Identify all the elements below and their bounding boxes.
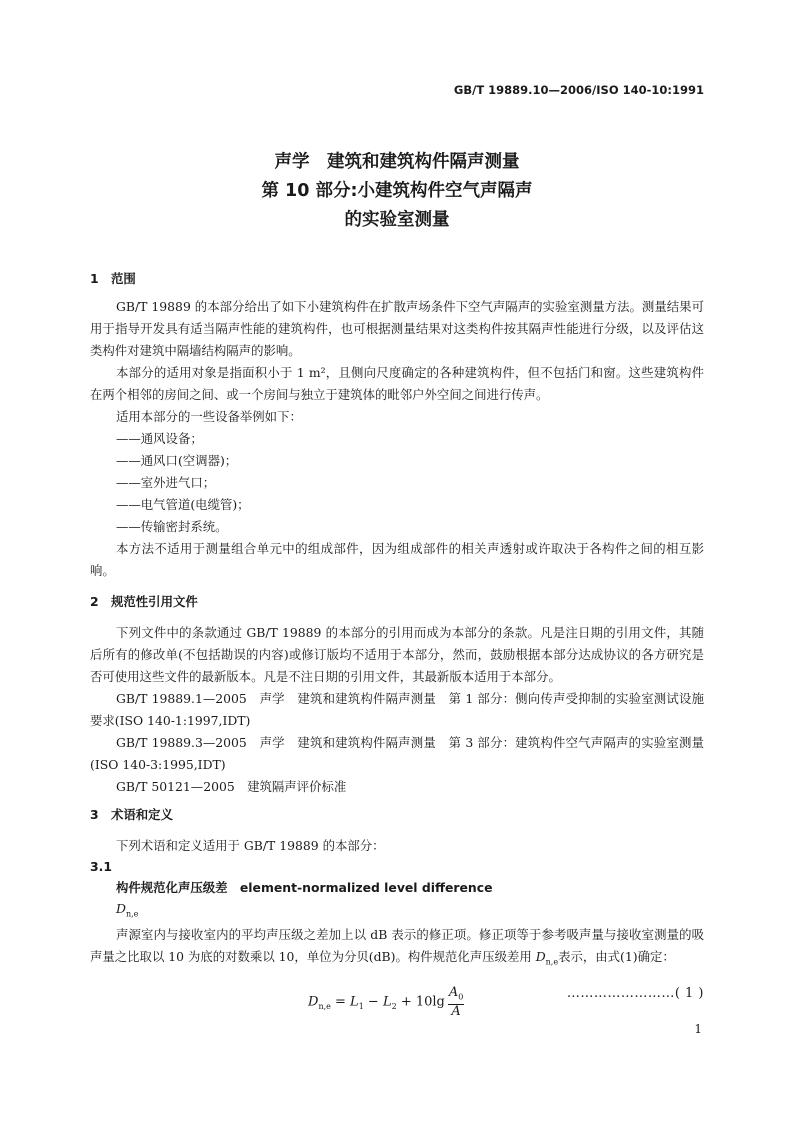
title-line-1: 声学 建筑和建筑构件隔声测量 [274,152,520,172]
formula-expression: $D_{n,e} = L_1 - L_2 + 10\lg$ $\frac{A_0}{A}$ [308,984,464,1019]
scope-paragraph-3: 适用本部分的一些设备举例如下： [116,409,302,424]
term-title: 构件规范化声压级差 element-normalized level difference [116,880,493,895]
clause-number: 3.1 [90,859,112,874]
term-symbol: $D_{n,e}$ [116,901,139,919]
list-item: ——室外进气口； [116,475,216,490]
document-body [90,268,704,1019]
scope-paragraph-1: GB/T 19889 的本部分给出了如下小建筑构件在扩散声场条件下空气声隔声的实验室测量方法。测量结果可用于指导开发具有适当隔声性能的建筑构件，也可根据测量结果对这类构件按其隔声性能进行分级，以及评估这类构件对建筑中隔墙结构隔声的影响。 [90,299,704,358]
list-item: ——电气管道(电缆管)； [116,497,250,512]
list-item: ——传输密封系统。 [116,519,228,534]
document-title [0,148,794,235]
title-line-3: 的实验室测量 [344,210,450,230]
list-item: ——通风设备； [116,431,203,446]
formula-number: ……………………( 1 ) [566,985,704,1001]
references-intro-paragraph: 下列文件中的条款通过 GB/T 19889 的本部分的引用而成为本部分的条款。凡是注日期的引用文件，其随后所有的修改单(不包括勘误的内容)或修订版均不适用于本部分，然而，鼓励根据本部分达成协议的各方研究是否可使用这些文件的最新版本。凡是不注日期的引用文件，其最新版本适用于本部分。 [90,625,704,684]
term-definition: 声源室内与接收室内的平均声压级之差加上以 dB 表示的修正项。修正项等于参考吸声量与接收室测量的吸声量之比取以 10 为底的对数乘以 10，单位为分贝(dB)。构件规范化声压级差用 $D_{n,e}$表示，由式(1)确定： [90,927,704,967]
section-heading-scope: 1 范围 [90,271,136,286]
reference-entry-3: GB/T 50121—2005 建筑隔声评价标准 [116,779,347,794]
formula-1 [90,978,704,1019]
section-heading-terms-definitions: 3 术语和定义 [90,807,173,822]
section-heading-normative-references: 2 规范性引用文件 [90,594,198,609]
reference-entry-2: GB/T 19889.3—2005 声学 建筑和建筑构件隔声测量 第 3 部分：建筑构件空气声隔声的实验室测量(ISO 140-3:1995,IDT) [90,735,704,772]
terms-intro: 下列术语和定义适用于 GB/T 19889 的本部分： [116,838,385,853]
scope-paragraph-4: 本方法不适用于测量组合单元中的组成部件，因为组成部件的相关声透射或许取决于各构件之间的相互影响。 [90,541,704,578]
standard-number: GB/T 19889.10—2006/ISO 140-10:1991 [453,83,704,97]
scope-paragraph-2: 本部分的适用对象是指面积小于 1 m²，且侧向尺度确定的各种建筑构件，但不包括门和窗。这些建筑构件在两个相邻的房间之间、或一个房间与独立于建筑体的毗邻户外空间之间进行传声。 [90,365,704,402]
list-item: ——通风口(空调器)； [116,453,238,468]
title-line-2: 第 10 部分:小建筑构件空气声隔声 [261,181,533,201]
reference-entry-1: GB/T 19889.1—2005 声学 建筑和建筑构件隔声测量 第 1 部分：侧向传声受抑制的实验室测试设施要求(ISO 140-1:1997,IDT) [90,691,704,728]
page-number: 1 [694,1022,702,1036]
